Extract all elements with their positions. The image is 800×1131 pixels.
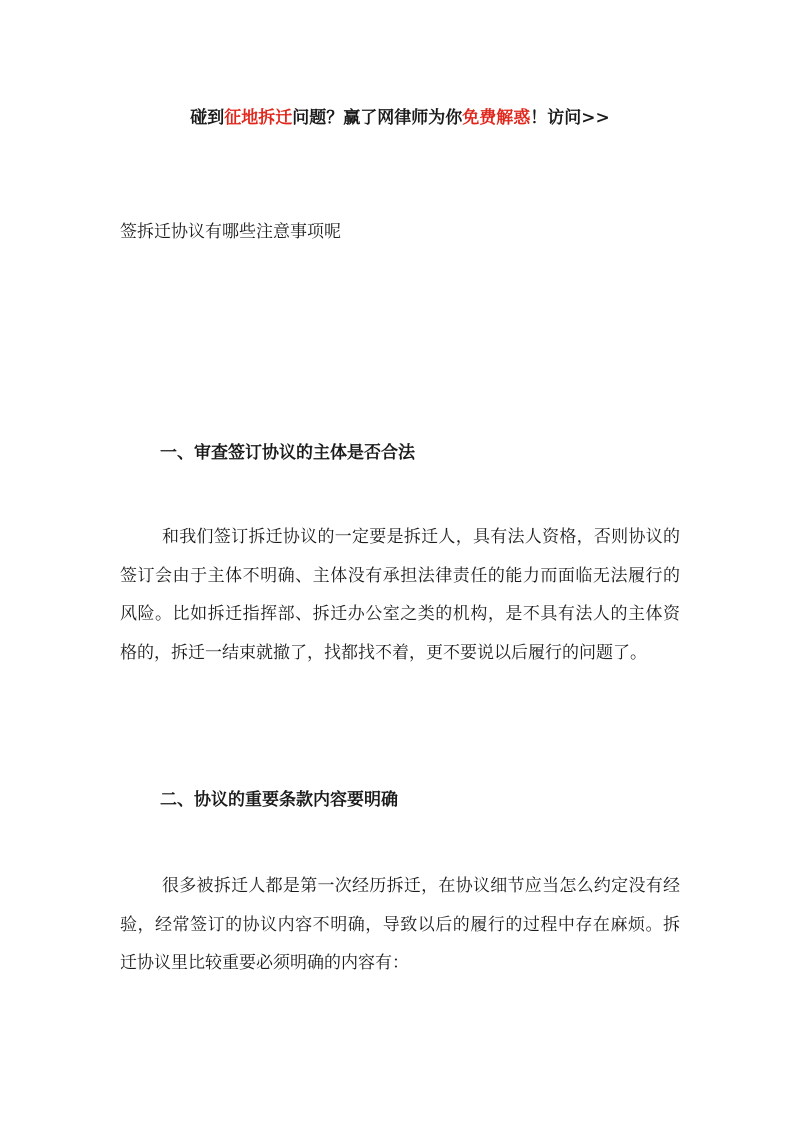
banner-text-2: 问题？赢了网律师为你 — [292, 108, 463, 128]
banner-link-land-demolition[interactable]: 征地拆迁 — [224, 108, 293, 128]
section-2-paragraph: 很多被拆迁人都是第一次经历拆迁，在协议细节应当怎么约定没有经验，经常签订的协议内容不明确，导致以后的履行的过程中存在麻烦。拆迁协议里比较重要必须明确的内容有： — [120, 876, 680, 973]
banner-visit-link[interactable]: ！访问>> — [530, 108, 610, 128]
banner-link-free-consult[interactable]: 免费解惑 — [462, 108, 531, 128]
document-title: 签拆迁协议有哪些注意事项呢 — [120, 222, 341, 242]
section-1-paragraph: 和我们签订拆迁协议的一定要是拆迁人，具有法人资格，否则协议的签订会由于主体不明确、主体没有承担法律责任的能力而面临无法履行的风险。比如拆迁指挥部、拆迁办公室之类的机构，是不具有法人的主体资格的，拆迁一结束就撤了，找都找不着，更不要说以后履行的问题了。 — [120, 527, 680, 663]
section-1-heading: 一、审查签订协议的主体是否合法 — [160, 443, 415, 463]
banner-text-1: 碰到 — [190, 108, 225, 128]
section-2-heading: 二、协议的重要条款内容要明确 — [160, 790, 398, 810]
promo-banner — [0, 106, 800, 130]
